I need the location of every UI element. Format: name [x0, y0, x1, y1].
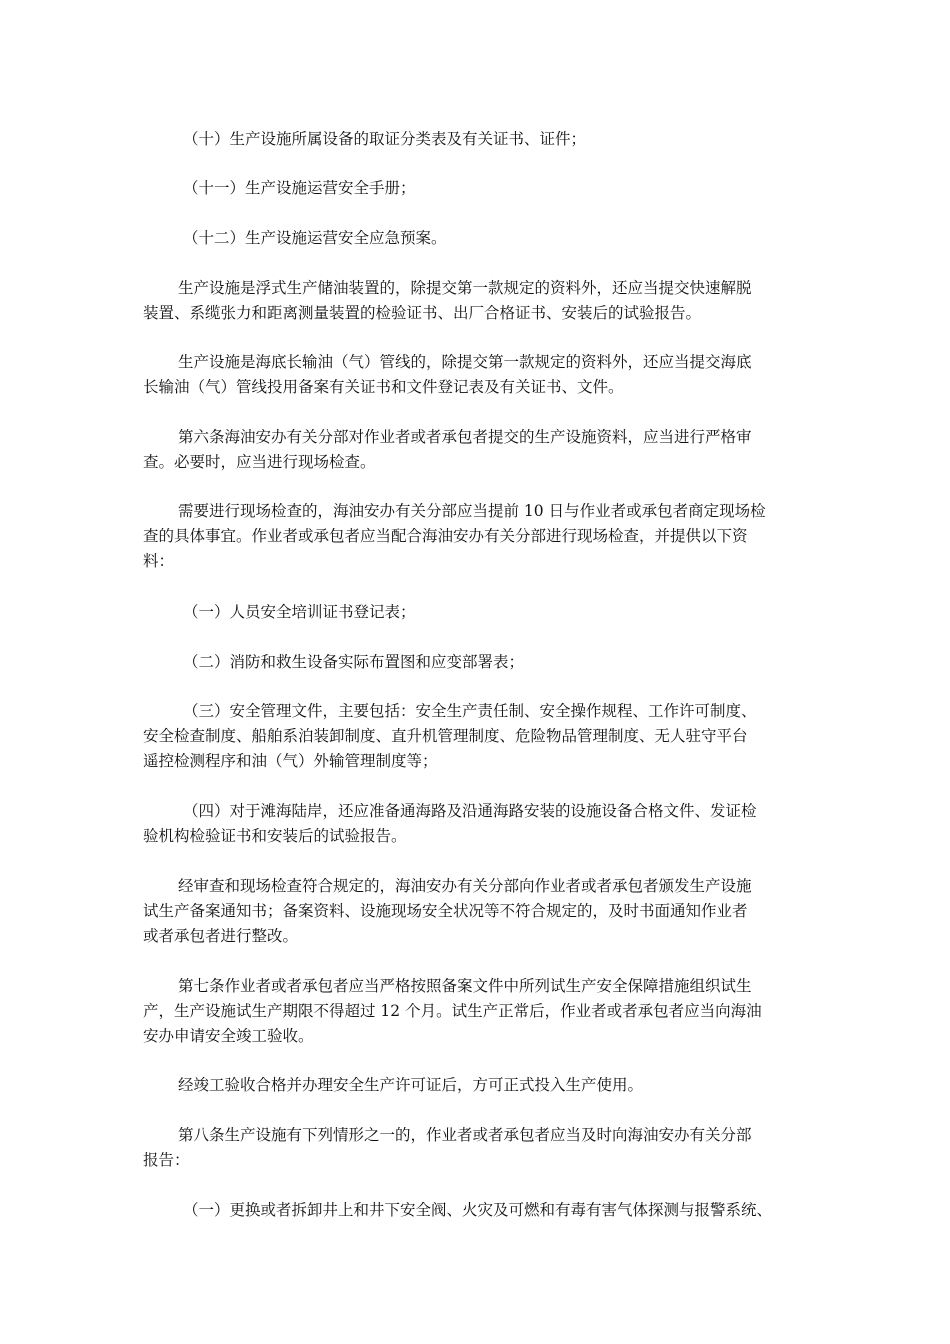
text-line: 第七条作业者或者承包者应当严格按照备案文件中所列试生产安全保障措施组织试生 [178, 977, 752, 995]
text-line: （一）人员安全培训证书登记表； [183, 603, 416, 621]
text-line: 查。必要时，应当进行现场检查。 [143, 453, 376, 471]
paragraph-item-2 [143, 650, 848, 675]
paragraph-review-result [143, 874, 808, 949]
text-line: 查的具体事宜。作业者或承包者应当配合海油安办有关分部进行现场检查，并提供以下资 [143, 527, 748, 545]
paragraph-acceptance [143, 1073, 808, 1098]
paragraph-item-12 [143, 226, 848, 251]
paragraph-article-7 [143, 974, 808, 1049]
paragraph-site-inspection [143, 499, 808, 574]
paragraph-item-1 [143, 600, 848, 625]
paragraph-item-1-replace [143, 1198, 848, 1223]
text-line: （十一）生产设施运营安全手册； [183, 179, 416, 197]
text-line: 生产设施是海底长输油（气）管线的，除提交第一款规定的资料外，还应当提交海底 [178, 353, 752, 371]
text-line: 需要进行现场检查的，海油安办有关分部应当提前 10 日与作业者或承包者商定现场检 [178, 502, 766, 520]
text-line: 经竣工验收合格并办理安全生产许可证后，方可正式投入生产使用。 [178, 1076, 644, 1094]
text-line: （四）对于滩海陆岸，还应准备通海路及沿通海路安装的设施设备合格文件、发证检 [183, 802, 757, 820]
text-line: 试生产备案通知书；备案资料、设施现场安全状况等不符合规定的，及时书面通知作业者 [143, 902, 748, 920]
text-line: 经审查和现场检查符合规定的，海油安办有关分部向作业者或者承包者颁发生产设施 [178, 877, 752, 895]
paragraph-fpso [143, 276, 808, 326]
paragraph-item-4 [143, 799, 808, 849]
paragraph-pipeline [143, 350, 808, 400]
text-line: 安全检查制度、船舶系泊装卸制度、直升机管理制度、危险物品管理制度、无人驻守平台 [143, 727, 748, 745]
paragraph-article-6 [143, 425, 808, 475]
text-line: 料： [143, 552, 175, 570]
text-line: 验机构检验证书和安装后的试验报告。 [143, 827, 407, 845]
text-line: （三）安全管理文件，主要包括：安全生产责任制、安全操作规程、工作许可制度、 [183, 702, 757, 720]
text-line: 报告： [143, 1151, 190, 1169]
text-line: 或者承包者进行整改。 [143, 927, 299, 945]
text-line: 装置、系缆张力和距离测量装置的检验证书、出厂合格证书、安装后的试验报告。 [143, 304, 702, 322]
text-line: 遥控检测程序和油（气）外输管理制度等； [143, 752, 438, 770]
paragraph-item-10 [143, 127, 848, 152]
text-line: （十二）生产设施运营安全应急预案。 [183, 229, 447, 247]
text-line: 安办申请安全竣工验收。 [143, 1027, 314, 1045]
text-line: （二）消防和救生设备实际布置图和应变部署表； [183, 653, 525, 671]
text-line: 产，生产设施试生产期限不得超过 12 个月。试生产正常后，作业者或者承包者应当向海油 [143, 1002, 762, 1020]
text-line: （一）更换或者拆卸井上和井下安全阀、火灾及可燃和有毒有害气体探测与报警系统、 [183, 1201, 773, 1219]
text-line: 生产设施是浮式生产储油装置的，除提交第一款规定的资料外，还应当提交快速解脱 [178, 279, 752, 297]
text-line: 第六条海油安办有关分部对作业者或者承包者提交的生产设施资料，应当进行严格审 [178, 428, 752, 446]
text-line: 长输油（气）管线投用备案有关证书和文件登记表及有关证书、文件。 [143, 378, 624, 396]
text-line: 第八条生产设施有下列情形之一的，作业者或者承包者应当及时向海油安办有关分部 [178, 1126, 752, 1144]
paragraph-item-11 [143, 176, 848, 201]
paragraph-item-3 [143, 699, 808, 774]
text-line: （十）生产设施所属设备的取证分类表及有关证书、证件； [183, 130, 587, 148]
paragraph-article-8 [143, 1123, 808, 1173]
